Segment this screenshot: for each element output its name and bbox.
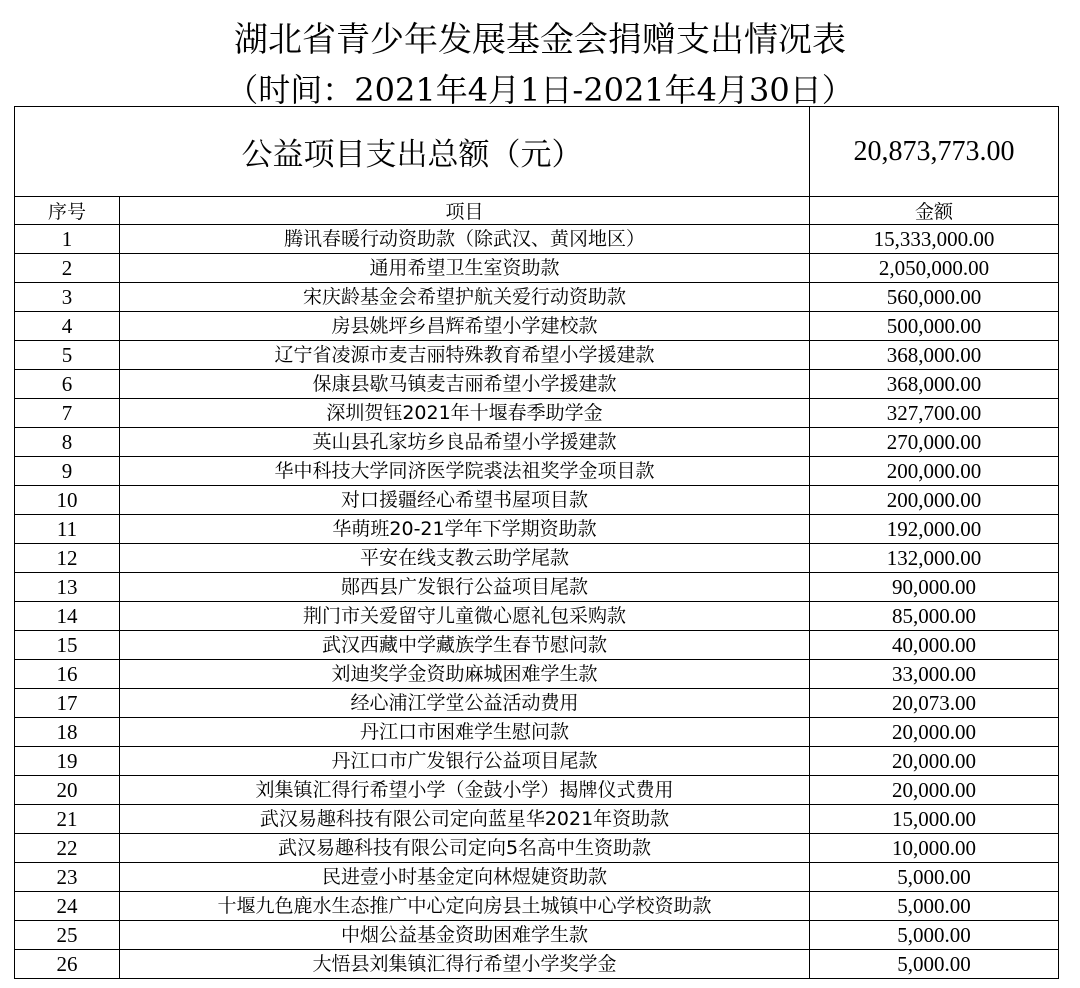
- row-amount: 200,000.00: [810, 457, 1059, 486]
- row-amount: 5,000.00: [810, 950, 1059, 979]
- row-amount: 5,000.00: [810, 892, 1059, 921]
- row-project: 英山县孔家坊乡良品希望小学援建款: [120, 428, 810, 457]
- row-project: 保康县歇马镇麦吉丽希望小学援建款: [120, 370, 810, 399]
- table-row: [15, 950, 1059, 979]
- row-index: 14: [15, 602, 120, 631]
- row-amount: 20,000.00: [810, 747, 1059, 776]
- table-row: [15, 486, 1059, 515]
- column-header-amount: 金额: [810, 197, 1059, 225]
- row-project: 刘集镇汇得行希望小学（金鼓小学）揭牌仪式费用: [120, 776, 810, 805]
- row-index: 22: [15, 834, 120, 863]
- total-row: [15, 107, 1059, 197]
- table-row: [15, 863, 1059, 892]
- row-project: 华萌班20-21学年下学期资助款: [120, 515, 810, 544]
- row-index: 3: [15, 283, 120, 312]
- row-index: 8: [15, 428, 120, 457]
- table-row: [15, 283, 1059, 312]
- row-amount: 2,050,000.00: [810, 254, 1059, 283]
- total-label: 公益项目支出总额（元）: [15, 107, 810, 197]
- row-project: 华中科技大学同济医学院裘法祖奖学金项目款: [120, 457, 810, 486]
- row-project: 对口援疆经心希望书屋项目款: [120, 486, 810, 515]
- report-period: （时间：2021年4月1日-2021年4月30日）: [226, 71, 854, 109]
- table-row: [15, 718, 1059, 747]
- table-row: [15, 602, 1059, 631]
- row-index: 15: [15, 631, 120, 660]
- row-index: 7: [15, 399, 120, 428]
- row-index: 5: [15, 341, 120, 370]
- row-amount: 200,000.00: [810, 486, 1059, 515]
- row-project: 十堰九色鹿水生态推广中心定向房县土城镇中心学校资助款: [120, 892, 810, 921]
- row-project: 丹江口市广发银行公益项目尾款: [120, 747, 810, 776]
- row-index: 2: [15, 254, 120, 283]
- row-index: 26: [15, 950, 120, 979]
- total-amount: 20,873,773.00: [810, 107, 1059, 197]
- row-index: 1: [15, 225, 120, 254]
- table-row: [15, 312, 1059, 341]
- column-header-row: [15, 197, 1059, 225]
- row-index: 16: [15, 660, 120, 689]
- row-index: 11: [15, 515, 120, 544]
- row-project: 中烟公益基金资助困难学生款: [120, 921, 810, 950]
- row-index: 24: [15, 892, 120, 921]
- column-header-project: 项目: [120, 197, 810, 225]
- row-project: 武汉易趣科技有限公司定向5名高中生资助款: [120, 834, 810, 863]
- row-amount: 368,000.00: [810, 341, 1059, 370]
- row-amount: 33,000.00: [810, 660, 1059, 689]
- row-amount: 90,000.00: [810, 573, 1059, 602]
- row-amount: 15,000.00: [810, 805, 1059, 834]
- row-amount: 368,000.00: [810, 370, 1059, 399]
- row-amount: 20,073.00: [810, 689, 1059, 718]
- table-row: [15, 834, 1059, 863]
- row-index: 4: [15, 312, 120, 341]
- row-project: 经心浦江学堂公益活动费用: [120, 689, 810, 718]
- row-amount: 5,000.00: [810, 863, 1059, 892]
- row-project: 武汉西藏中学藏族学生春节慰问款: [120, 631, 810, 660]
- row-amount: 132,000.00: [810, 544, 1059, 573]
- row-index: 9: [15, 457, 120, 486]
- table-row: [15, 805, 1059, 834]
- row-project: 平安在线支教云助学尾款: [120, 544, 810, 573]
- table-row: [15, 921, 1059, 950]
- row-amount: 15,333,000.00: [810, 225, 1059, 254]
- row-index: 18: [15, 718, 120, 747]
- row-index: 23: [15, 863, 120, 892]
- column-header-index: 序号: [15, 197, 120, 225]
- row-project: 房县姚坪乡昌辉希望小学建校款: [120, 312, 810, 341]
- row-project: 宋庆龄基金会希望护航关爱行动资助款: [120, 283, 810, 312]
- report-title: 湖北省青少年发展基金会捐赠支出情况表: [234, 20, 846, 60]
- table-row: [15, 457, 1059, 486]
- row-project: 民进壹小时基金定向林煜婕资助款: [120, 863, 810, 892]
- row-project: 荆门市关爱留守儿童微心愿礼包采购款: [120, 602, 810, 631]
- row-amount: 20,000.00: [810, 718, 1059, 747]
- table-row: [15, 428, 1059, 457]
- row-index: 12: [15, 544, 120, 573]
- row-amount: 5,000.00: [810, 921, 1059, 950]
- row-index: 20: [15, 776, 120, 805]
- table-row: [15, 515, 1059, 544]
- row-index: 17: [15, 689, 120, 718]
- table-row: [15, 776, 1059, 805]
- row-project: 深圳贺钰2021年十堰春季助学金: [120, 399, 810, 428]
- table-row: [15, 225, 1059, 254]
- row-amount: 20,000.00: [810, 776, 1059, 805]
- row-amount: 10,000.00: [810, 834, 1059, 863]
- row-project: 武汉易趣科技有限公司定向蓝星华2021年资助款: [120, 805, 810, 834]
- row-index: 13: [15, 573, 120, 602]
- row-amount: 327,700.00: [810, 399, 1059, 428]
- table-row: [15, 660, 1059, 689]
- row-project: 腾讯春暖行动资助款（除武汉、黄冈地区）: [120, 225, 810, 254]
- table-row: [15, 747, 1059, 776]
- row-project: 辽宁省凌源市麦吉丽特殊教育希望小学援建款: [120, 341, 810, 370]
- table-row: [15, 573, 1059, 602]
- row-project: 通用希望卫生室资助款: [120, 254, 810, 283]
- row-amount: 500,000.00: [810, 312, 1059, 341]
- table-row: [15, 689, 1059, 718]
- row-project: 大悟县刘集镇汇得行希望小学奖学金: [120, 950, 810, 979]
- table-row: [15, 370, 1059, 399]
- row-index: 10: [15, 486, 120, 515]
- table-row: [15, 631, 1059, 660]
- row-amount: 192,000.00: [810, 515, 1059, 544]
- table-row: [15, 399, 1059, 428]
- row-project: 郧西县广发银行公益项目尾款: [120, 573, 810, 602]
- table-row: [15, 341, 1059, 370]
- row-index: 25: [15, 921, 120, 950]
- row-amount: 40,000.00: [810, 631, 1059, 660]
- row-index: 6: [15, 370, 120, 399]
- expenditure-table: [14, 106, 1059, 979]
- row-index: 21: [15, 805, 120, 834]
- table-row: [15, 254, 1059, 283]
- row-project: 刘迪奖学金资助麻城困难学生款: [120, 660, 810, 689]
- row-amount: 270,000.00: [810, 428, 1059, 457]
- row-index: 19: [15, 747, 120, 776]
- table-row: [15, 892, 1059, 921]
- row-amount: 85,000.00: [810, 602, 1059, 631]
- row-project: 丹江口市困难学生慰问款: [120, 718, 810, 747]
- table-row: [15, 544, 1059, 573]
- row-amount: 560,000.00: [810, 283, 1059, 312]
